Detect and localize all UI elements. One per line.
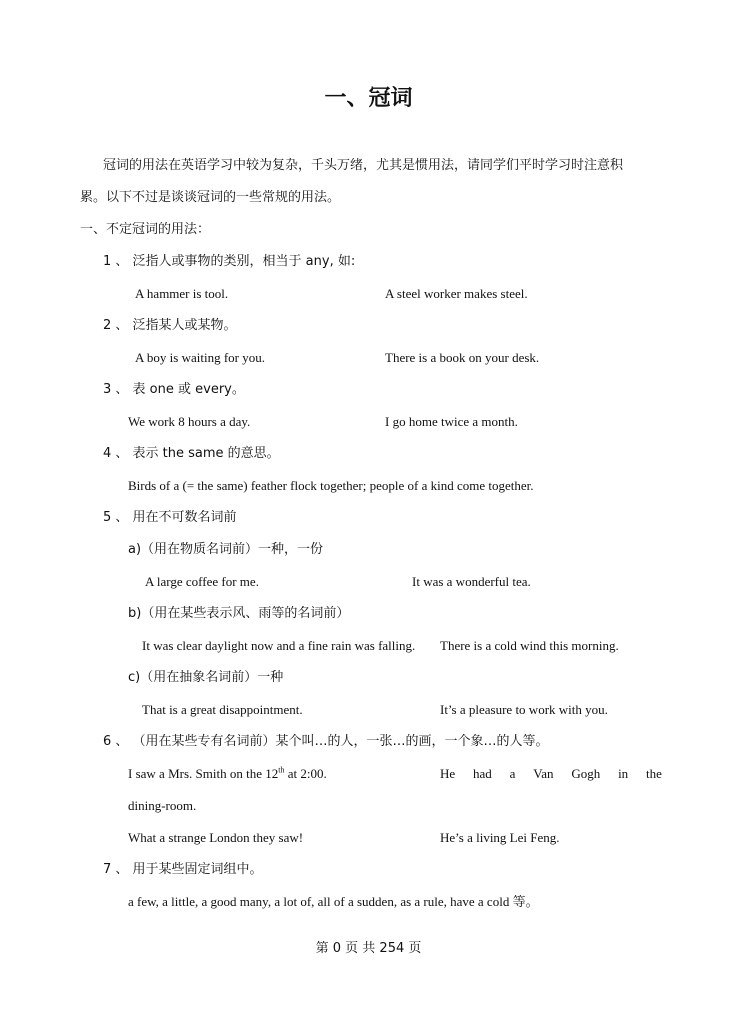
word: a <box>509 766 516 781</box>
item-3-example-2: I go home twice a month. <box>385 414 518 429</box>
item-5c-label: c)（用在抽象名词前）一种 <box>128 670 284 685</box>
item-5b-label: b)（用在某些表示风、雨等的名词前） <box>128 606 350 621</box>
item-1-example-2: A steel worker makes steel. <box>385 286 528 301</box>
item-5b-example-2: There is a cold wind this morning. <box>440 638 619 653</box>
item-3-example-1: We work 8 hours a day. <box>128 414 251 429</box>
intro-line-1: 冠词的用法在英语学习中较为复杂，千头万绪，尤其是惯用法，请同学们平时学习时注意积 <box>103 158 624 173</box>
item-4-heading: 4 、 表示 the same 的意思。 <box>103 446 280 461</box>
item-6-example-2-justified <box>440 766 662 782</box>
item-6-example-1-text: I saw a Mrs. Smith on the 12 <box>128 766 279 781</box>
word: Gogh <box>571 766 601 781</box>
word: He <box>440 766 456 781</box>
item-7-example-1: a few, a little, a good many, a lot of, all of a sudden, as a rule, have a cold 等。 <box>128 894 539 909</box>
section-heading-indefinite-article: 一、不定冠词的用法： <box>80 222 211 237</box>
item-5c-example-2: It’s a pleasure to work with you. <box>440 702 608 717</box>
word: had <box>473 766 492 781</box>
intro-line-2: 累。以下不过是谈谈冠词的一些常规的用法。 <box>80 190 341 205</box>
item-5a-example-1: A large coffee for me. <box>145 574 259 589</box>
page-footer: 第 0 页 共 254 页 <box>315 941 422 956</box>
item-5c-example-1: That is a great disappointment. <box>142 702 303 717</box>
item-6-example-1 <box>128 766 327 782</box>
item-4-example-1: Birds of a (= the same) feather flock together; people of a kind come together. <box>128 478 534 493</box>
ordinal-suffix: th <box>278 765 285 775</box>
item-2-example-2: There is a book on your desk. <box>385 350 540 365</box>
item-5-heading: 5 、 用在不可数名词前 <box>103 510 237 525</box>
item-6-example-2-continuation: dining-room. <box>128 798 197 813</box>
item-6-example-1-time: at 2:00. <box>284 766 327 781</box>
item-6-example-4: He’s a living Lei Feng. <box>440 830 560 845</box>
page-title: 一、冠词 <box>324 86 413 111</box>
item-5a-example-2: It was a wonderful tea. <box>412 574 531 589</box>
item-5a-label: a)（用在物质名词前）一种，一份 <box>128 542 324 557</box>
item-2-example-1: A boy is waiting for you. <box>135 350 265 365</box>
word: Van <box>533 766 554 781</box>
item-1-example-1: A hammer is tool. <box>135 286 229 301</box>
item-2-heading: 2 、 泛指某人或某物。 <box>103 318 237 333</box>
item-6-heading: 6 、 （用在某些专有名词前）某个叫…的人，一张…的画，一个象…的人等。 <box>103 734 549 749</box>
word: the <box>646 766 662 781</box>
word: in <box>618 766 629 781</box>
item-1-heading: 1 、 泛指人或事物的类别，相当于 any, 如: <box>103 254 356 269</box>
item-7-heading: 7 、 用于某些固定词组中。 <box>103 862 263 877</box>
item-6-example-3: What a strange London they saw! <box>128 830 304 845</box>
item-3-heading: 3 、 表 one 或 every。 <box>103 382 245 397</box>
item-5b-example-1: It was clear daylight now and a fine rain was falling. <box>142 638 416 653</box>
